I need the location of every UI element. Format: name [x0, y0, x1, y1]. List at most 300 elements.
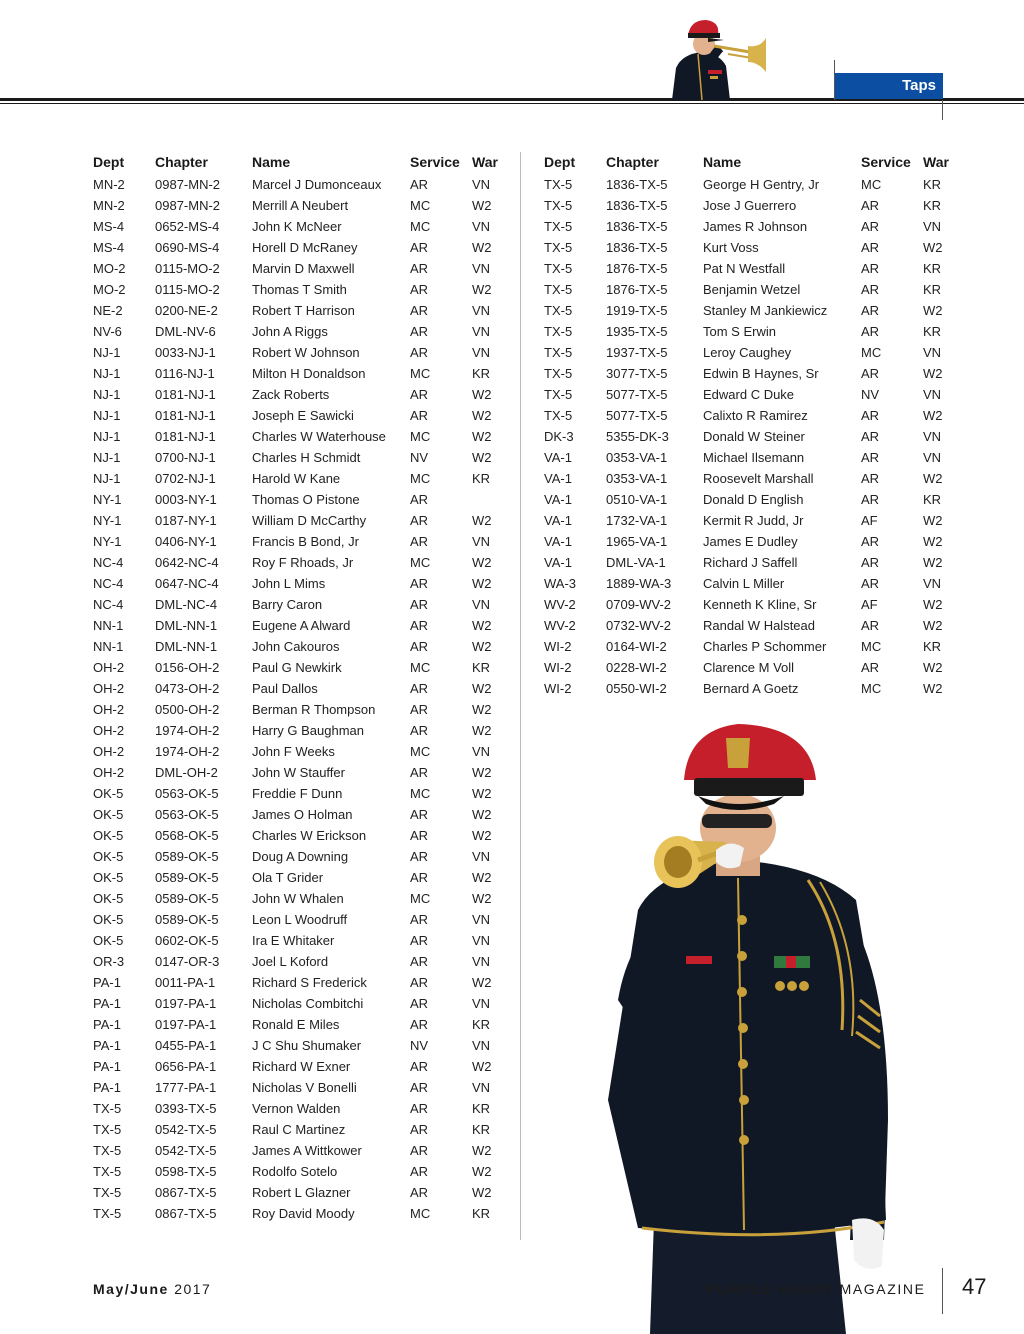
- cell-name: Eugene A Alward: [252, 618, 351, 633]
- tab-divider-lower: [942, 100, 943, 120]
- cell-dept: VA-1: [544, 513, 572, 528]
- table-row: [544, 342, 963, 363]
- cell-dept: WV-2: [544, 597, 576, 612]
- cell-dept: MO-2: [93, 261, 126, 276]
- cell-war: W2: [472, 282, 492, 297]
- cell-name: Jose J Guerrero: [703, 198, 797, 213]
- cell-dept: OH-2: [93, 744, 125, 759]
- cell-dept: NC-4: [93, 597, 124, 612]
- cell-service: AF: [861, 597, 878, 612]
- table-row: [93, 1035, 512, 1056]
- table-row: [544, 216, 963, 237]
- cell-chapter: 1974-OH-2: [155, 723, 220, 738]
- table-row: [544, 384, 963, 405]
- cell-dept: PA-1: [93, 996, 121, 1011]
- cell-name: Freddie F Dunn: [252, 786, 343, 801]
- cell-dept: PA-1: [93, 1038, 121, 1053]
- cell-chapter: DML-NC-4: [155, 597, 218, 612]
- cell-war: KR: [923, 198, 942, 213]
- table-row: [93, 300, 512, 321]
- cell-chapter: 0589-OK-5: [155, 870, 219, 885]
- cell-war: KR: [472, 660, 491, 675]
- cell-chapter: DML-OH-2: [155, 765, 218, 780]
- cell-chapter: 0164-WI-2: [606, 639, 667, 654]
- cell-name: Ronald E Miles: [252, 1017, 340, 1032]
- cell-war: KR: [472, 1101, 491, 1116]
- cell-service: MC: [861, 639, 882, 654]
- cell-name: Richard W Exner: [252, 1059, 351, 1074]
- cell-name: Clarence M Voll: [703, 660, 795, 675]
- table-row: [544, 678, 963, 699]
- cell-chapter: 0709-WV-2: [606, 597, 672, 612]
- cell-name: Pat N Westfall: [703, 261, 786, 276]
- column-header-chapter: Chapter: [155, 154, 208, 170]
- cell-war: W2: [472, 1059, 492, 1074]
- table-row: [544, 363, 963, 384]
- cell-name: John F Weeks: [252, 744, 335, 759]
- cell-name: Richard S Frederick: [252, 975, 367, 990]
- table-row: [93, 1056, 512, 1077]
- cell-dept: OK-5: [93, 933, 124, 948]
- cell-war: KR: [923, 639, 942, 654]
- table-row: [93, 1014, 512, 1035]
- cell-war: W2: [472, 387, 492, 402]
- cell-name: Milton H Donaldson: [252, 366, 366, 381]
- cell-service: AR: [410, 177, 429, 192]
- cell-chapter: DML-NN-1: [155, 618, 218, 633]
- cell-service: AR: [410, 828, 429, 843]
- cell-dept: NY-1: [93, 513, 122, 528]
- table-row: [93, 951, 512, 972]
- cell-war: W2: [472, 870, 492, 885]
- cell-name: Calvin L Miller: [703, 576, 785, 591]
- cell-war: W2: [472, 576, 492, 591]
- cell-chapter: 0200-NE-2: [155, 303, 218, 318]
- table-row: [93, 825, 512, 846]
- cell-dept: PA-1: [93, 1017, 121, 1032]
- cell-name: Randal W Halstead: [703, 618, 815, 633]
- cell-name: Paul G Newkirk: [252, 660, 342, 675]
- cell-war: VN: [472, 996, 491, 1011]
- cell-dept: OK-5: [93, 891, 124, 906]
- cell-dept: NJ-1: [93, 345, 121, 360]
- cell-name: Marvin D Maxwell: [252, 261, 355, 276]
- table-row: [93, 720, 512, 741]
- cell-war: VN: [472, 324, 491, 339]
- cell-name: John Cakouros: [252, 639, 340, 654]
- cell-war: W2: [472, 702, 492, 717]
- bugler-small-image: [668, 8, 768, 100]
- cell-war: W2: [472, 1185, 492, 1200]
- cell-chapter: 0011-PA-1: [155, 975, 216, 990]
- cell-war: VN: [472, 303, 491, 318]
- cell-name: Edwin B Haynes, Sr: [703, 366, 819, 381]
- cell-dept: TX-5: [544, 177, 573, 192]
- cell-dept: MS-4: [93, 240, 125, 255]
- table-row: [93, 1098, 512, 1119]
- cell-war: W2: [472, 975, 492, 990]
- table-row: [93, 993, 512, 1014]
- cell-chapter: 0197-PA-1: [155, 1017, 217, 1032]
- cell-name: Roy David Moody: [252, 1206, 355, 1221]
- cell-service: AR: [410, 597, 429, 612]
- column-header-service: Service: [861, 154, 911, 170]
- cell-name: Kenneth K Kline, Sr: [703, 597, 817, 612]
- cell-chapter: 0473-OH-2: [155, 681, 220, 696]
- cell-name: Robert W Johnson: [252, 345, 360, 360]
- cell-service: AR: [410, 933, 429, 948]
- cell-chapter: 0003-NY-1: [155, 492, 217, 507]
- cell-service: AR: [410, 1080, 429, 1095]
- cell-chapter: DML-VA-1: [606, 555, 666, 570]
- table-row: [544, 195, 963, 216]
- cell-chapter: 1876-TX-5: [606, 261, 668, 276]
- cell-war: KR: [472, 1017, 491, 1032]
- cell-chapter: 0563-OK-5: [155, 807, 219, 822]
- cell-chapter: DML-NN-1: [155, 639, 218, 654]
- cell-war: W2: [472, 891, 492, 906]
- cell-war: VN: [923, 450, 942, 465]
- cell-service: MC: [861, 345, 882, 360]
- cell-dept: TX-5: [544, 324, 573, 339]
- cell-name: Merrill A Neubert: [252, 198, 349, 213]
- table-row: [544, 531, 963, 552]
- cell-war: VN: [472, 849, 491, 864]
- cell-service: AR: [410, 324, 429, 339]
- cell-chapter: 0867-TX-5: [155, 1206, 217, 1221]
- cell-name: Thomas T Smith: [252, 282, 347, 297]
- table-row: [544, 468, 963, 489]
- cell-service: AR: [410, 765, 429, 780]
- cell-war: W2: [923, 597, 943, 612]
- table-row: [544, 657, 963, 678]
- cell-war: W2: [472, 429, 492, 444]
- cell-service: AR: [861, 303, 880, 318]
- cell-chapter: 1836-TX-5: [606, 240, 668, 255]
- table-row: [93, 489, 512, 510]
- table-row: [93, 573, 512, 594]
- footer-divider: [942, 1268, 943, 1314]
- table-row: [544, 258, 963, 279]
- cell-service: AR: [410, 492, 429, 507]
- cell-name: Joseph E Sawicki: [252, 408, 354, 423]
- cell-service: AR: [410, 702, 429, 717]
- cell-dept: NV-6: [93, 324, 122, 339]
- cell-name: Nicholas V Bonelli: [252, 1080, 357, 1095]
- cell-service: MC: [410, 1206, 431, 1221]
- table-header-row: [93, 150, 512, 174]
- cell-service: AR: [410, 387, 429, 402]
- cell-chapter: 0589-OK-5: [155, 912, 219, 927]
- cell-war: W2: [472, 828, 492, 843]
- cell-name: Michael Ilsemann: [703, 450, 805, 465]
- cell-name: Raul C Martinez: [252, 1122, 346, 1137]
- cell-war: W2: [472, 555, 492, 570]
- table-row: [93, 783, 512, 804]
- table-row: [544, 321, 963, 342]
- cell-dept: OK-5: [93, 828, 124, 843]
- cell-chapter: 0987-MN-2: [155, 198, 221, 213]
- cell-war: W2: [923, 513, 943, 528]
- cell-name: J C Shu Shumaker: [252, 1038, 362, 1053]
- cell-dept: NJ-1: [93, 450, 121, 465]
- cell-dept: OH-2: [93, 660, 125, 675]
- cell-dept: TX-5: [544, 303, 573, 318]
- table-row: [93, 930, 512, 951]
- cell-name: John W Whalen: [252, 891, 344, 906]
- cell-chapter: 0867-TX-5: [155, 1185, 217, 1200]
- cell-service: MC: [410, 786, 431, 801]
- footer-issue-date: [93, 1281, 211, 1297]
- cell-name: Thomas O Pistone: [252, 492, 360, 507]
- cell-war: W2: [923, 681, 943, 696]
- cell-service: AR: [410, 261, 429, 276]
- cell-dept: TX-5: [544, 282, 573, 297]
- cell-name: Rodolfo Sotelo: [252, 1164, 338, 1179]
- cell-chapter: 3077-TX-5: [606, 366, 668, 381]
- cell-service: AR: [410, 954, 429, 969]
- table-row: [93, 1182, 512, 1203]
- cell-service: MC: [861, 177, 882, 192]
- column-header-chapter: Chapter: [606, 154, 659, 170]
- cell-chapter: 0115-MO-2: [155, 282, 220, 297]
- cell-chapter: 0690-MS-4: [155, 240, 220, 255]
- table-row: [93, 867, 512, 888]
- column-header-name: Name: [703, 154, 742, 170]
- cell-chapter: 1777-PA-1: [155, 1080, 217, 1095]
- cell-service: AR: [410, 1101, 429, 1116]
- taps-table-left: [93, 150, 512, 1224]
- cell-chapter: 1836-TX-5: [606, 219, 668, 234]
- cell-dept: MN-2: [93, 198, 125, 213]
- cell-war: KR: [923, 282, 942, 297]
- table-row: [93, 426, 512, 447]
- cell-chapter: 0589-OK-5: [155, 849, 219, 864]
- table-row: [93, 258, 512, 279]
- cell-name: James O Holman: [252, 807, 353, 822]
- cell-dept: MO-2: [93, 282, 126, 297]
- cell-war: W2: [923, 471, 943, 486]
- cell-dept: OK-5: [93, 786, 124, 801]
- cell-chapter: 0732-WV-2: [606, 618, 672, 633]
- cell-service: MC: [410, 555, 431, 570]
- table-row: [93, 1203, 512, 1224]
- cell-service: MC: [410, 366, 431, 381]
- cell-war: W2: [472, 198, 492, 213]
- column-divider: [520, 152, 521, 1240]
- cell-chapter: 0115-MO-2: [155, 261, 220, 276]
- cell-name: Leon L Woodruff: [252, 912, 348, 927]
- cell-service: MC: [410, 471, 431, 486]
- cell-service: AR: [861, 555, 880, 570]
- cell-dept: TX-5: [544, 387, 573, 402]
- cell-war: W2: [923, 534, 943, 549]
- table-row: [93, 237, 512, 258]
- cell-war: KR: [472, 366, 491, 381]
- cell-war: VN: [923, 387, 942, 402]
- cell-chapter: 0598-TX-5: [155, 1164, 217, 1179]
- cell-war: VN: [923, 345, 942, 360]
- cell-chapter: 0652-MS-4: [155, 219, 220, 234]
- table-row: [93, 888, 512, 909]
- column-header-service: Service: [410, 154, 460, 170]
- cell-dept: VA-1: [544, 492, 572, 507]
- cell-war: KR: [923, 261, 942, 276]
- cell-name: Nicholas Combitchi: [252, 996, 364, 1011]
- table-row: [93, 363, 512, 384]
- table-row: [93, 468, 512, 489]
- cell-service: AR: [861, 576, 880, 591]
- cell-name: Robert T Harrison: [252, 303, 355, 318]
- cell-name: James A Wittkower: [252, 1143, 362, 1158]
- cell-chapter: 0700-NJ-1: [155, 450, 216, 465]
- cell-dept: NJ-1: [93, 471, 121, 486]
- table-row: [544, 447, 963, 468]
- table-row: [544, 300, 963, 321]
- cell-name: Doug A Downing: [252, 849, 349, 864]
- table-row: [544, 552, 963, 573]
- cell-dept: WV-2: [544, 618, 576, 633]
- cell-name: Berman R Thompson: [252, 702, 376, 717]
- cell-dept: TX-5: [544, 408, 573, 423]
- cell-dept: TX-5: [544, 345, 573, 360]
- cell-war: KR: [472, 471, 491, 486]
- cell-service: AR: [861, 282, 880, 297]
- cell-service: AR: [410, 681, 429, 696]
- cell-chapter: 0542-TX-5: [155, 1143, 217, 1158]
- table-row: [544, 489, 963, 510]
- cell-dept: PA-1: [93, 975, 121, 990]
- cell-war: KR: [923, 324, 942, 339]
- cell-service: AR: [410, 240, 429, 255]
- table-row: [93, 447, 512, 468]
- table-row: [93, 195, 512, 216]
- cell-service: AR: [410, 1143, 429, 1158]
- table-body-right: [544, 174, 963, 699]
- table-row: [93, 1077, 512, 1098]
- cell-name: Robert L Glazner: [252, 1185, 351, 1200]
- cell-chapter: 1889-WA-3: [606, 576, 672, 591]
- cell-name: George H Gentry, Jr: [703, 177, 820, 192]
- table-row: [93, 321, 512, 342]
- cell-chapter: 0602-OK-5: [155, 933, 219, 948]
- cell-name: John W Stauffer: [252, 765, 345, 780]
- issue-month: May/June: [93, 1281, 169, 1297]
- cell-war: W2: [472, 639, 492, 654]
- table-row: [93, 909, 512, 930]
- cell-chapter: 0550-WI-2: [606, 681, 667, 696]
- table-row: [93, 762, 512, 783]
- cell-dept: TX-5: [93, 1101, 122, 1116]
- cell-dept: TX-5: [544, 240, 573, 255]
- cell-service: AR: [410, 975, 429, 990]
- table-row: [93, 279, 512, 300]
- cell-dept: NJ-1: [93, 366, 121, 381]
- cell-name: Tom S Erwin: [703, 324, 776, 339]
- cell-dept: WA-3: [544, 576, 577, 591]
- cell-dept: NN-1: [93, 618, 124, 633]
- cell-war: VN: [472, 912, 491, 927]
- table-row: [93, 216, 512, 237]
- cell-dept: NN-1: [93, 639, 124, 654]
- page-number: 47: [962, 1274, 987, 1299]
- cell-name: Joel L Koford: [252, 954, 329, 969]
- cell-service: AR: [410, 849, 429, 864]
- cell-name: Charles W Waterhouse: [252, 429, 386, 444]
- cell-name: Roosevelt Marshall: [703, 471, 814, 486]
- cell-service: MC: [410, 198, 431, 213]
- table-row: [93, 342, 512, 363]
- cell-dept: OR-3: [93, 954, 125, 969]
- column-header-name: Name: [252, 154, 291, 170]
- cell-service: AR: [410, 1185, 429, 1200]
- cell-service: MC: [410, 219, 431, 234]
- cell-chapter: 1836-TX-5: [606, 177, 668, 192]
- cell-dept: NY-1: [93, 534, 122, 549]
- cell-war: VN: [472, 597, 491, 612]
- cell-war: VN: [472, 744, 491, 759]
- cell-name: Harold W Kane: [252, 471, 341, 486]
- cell-service: AR: [410, 1122, 429, 1137]
- cell-war: W2: [472, 618, 492, 633]
- cell-war: VN: [472, 345, 491, 360]
- cell-service: AR: [410, 408, 429, 423]
- cell-war: KR: [923, 492, 942, 507]
- cell-dept: WI-2: [544, 681, 572, 696]
- cell-dept: TX-5: [93, 1206, 122, 1221]
- cell-service: AR: [410, 1059, 429, 1074]
- cell-dept: TX-5: [544, 198, 573, 213]
- cell-name: Harry G Baughman: [252, 723, 364, 738]
- table-row: [544, 426, 963, 447]
- table-row: [544, 594, 963, 615]
- cell-name: Richard J Saffell: [703, 555, 798, 570]
- cell-war: W2: [472, 681, 492, 696]
- cell-chapter: 1732-VA-1: [606, 513, 668, 528]
- cell-chapter: 0702-NJ-1: [155, 471, 216, 486]
- cell-service: AR: [410, 1164, 429, 1179]
- cell-name: Ola T Grider: [252, 870, 324, 885]
- cell-chapter: 1836-TX-5: [606, 198, 668, 213]
- cell-dept: VA-1: [544, 555, 572, 570]
- cell-dept: TX-5: [544, 366, 573, 381]
- table-row: [93, 384, 512, 405]
- cell-dept: TX-5: [93, 1185, 122, 1200]
- cell-war: W2: [472, 1164, 492, 1179]
- cell-service: AR: [861, 366, 880, 381]
- cell-service: AR: [410, 723, 429, 738]
- table-row: [93, 594, 512, 615]
- cell-war: VN: [472, 933, 491, 948]
- cell-service: MC: [410, 429, 431, 444]
- table-row: [93, 972, 512, 993]
- cell-name: Edward C Duke: [703, 387, 795, 402]
- cell-name: Charles W Erickson: [252, 828, 367, 843]
- cell-service: AR: [861, 534, 880, 549]
- cell-war: W2: [472, 513, 492, 528]
- cell-service: AR: [861, 324, 880, 339]
- publication-magazine: MAGAZINE: [834, 1281, 926, 1297]
- cell-service: AR: [861, 219, 880, 234]
- cell-dept: NE-2: [93, 303, 123, 318]
- cell-name: James E Dudley: [703, 534, 798, 549]
- cell-service: NV: [410, 450, 429, 465]
- table-row: [544, 279, 963, 300]
- cell-war: [472, 489, 512, 510]
- cell-service: AR: [410, 576, 429, 591]
- cell-war: VN: [472, 261, 491, 276]
- cell-name: Roy F Rhoads, Jr: [252, 555, 354, 570]
